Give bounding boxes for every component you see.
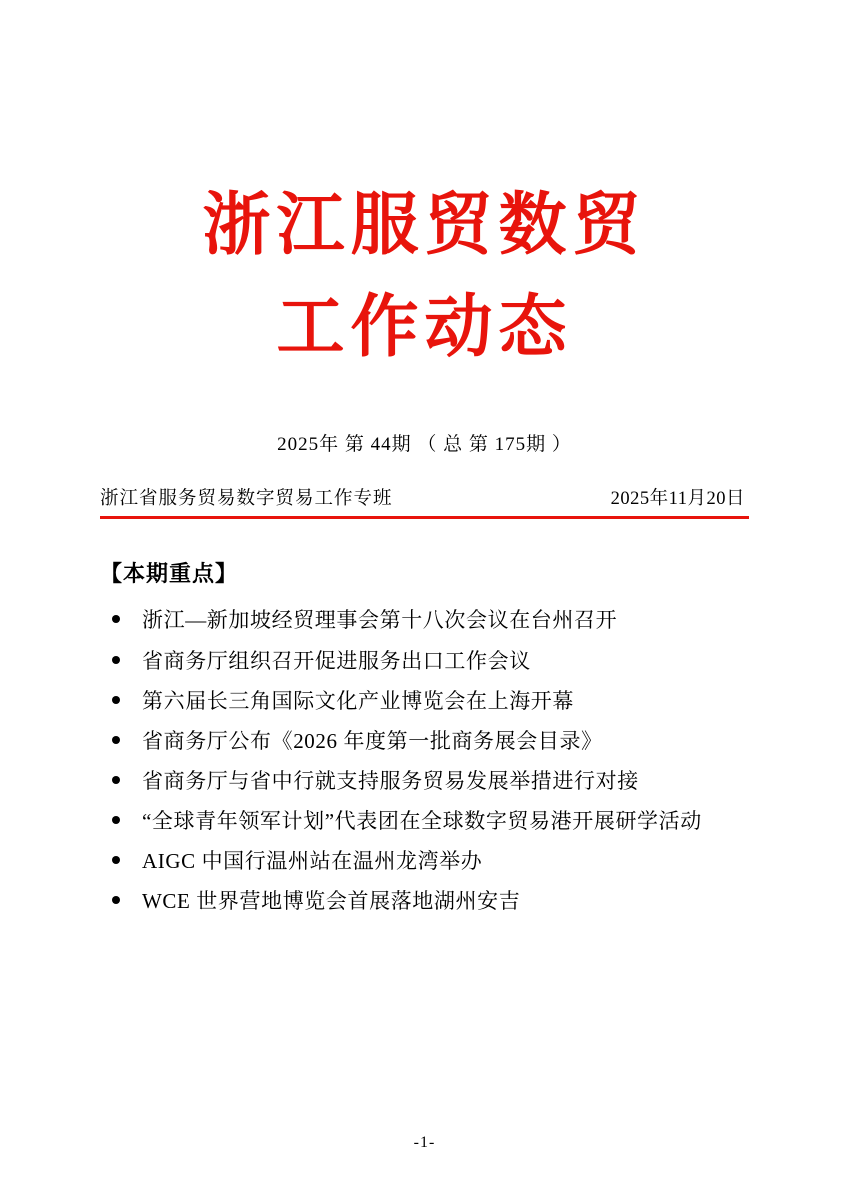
- publication-date: 2025年11月20日: [610, 489, 745, 510]
- list-item-text: WCE 世界营地博览会首展落地湖州安吉: [142, 889, 521, 914]
- bullet-icon: [112, 776, 120, 784]
- page-number: -1-: [413, 1134, 436, 1151]
- issue-number-line: 2025年 第 44期 （ 总 第 175期 ）: [277, 434, 572, 456]
- list-item: [100, 643, 749, 679]
- list-item: [100, 843, 749, 879]
- header-divider-rule: [100, 516, 749, 519]
- list-item-text: 省商务厅组织召开促进服务出口工作会议: [142, 648, 531, 673]
- list-item: [100, 883, 749, 919]
- bullet-icon: [112, 816, 120, 824]
- bullet-icon: [112, 736, 120, 744]
- masthead-title-line-2: 工作动态: [276, 287, 573, 368]
- list-item: [100, 602, 749, 638]
- bullet-icon: [112, 856, 120, 864]
- list-item-text: “全球青年领军计划”代表团在全球数字贸易港开展研学活动: [142, 809, 702, 834]
- list-item: [100, 723, 749, 759]
- list-item-text: 第六届长三角国际文化产业博览会在上海开幕: [142, 688, 574, 713]
- bullet-icon: [112, 615, 120, 623]
- list-item: [100, 803, 749, 839]
- section-title-highlights: 【本期重点】: [100, 561, 239, 588]
- list-item: [100, 683, 749, 719]
- list-item-text: 省商务厅与省中行就支持服务贸易发展举措进行对接: [142, 768, 639, 793]
- document-meta-row: [100, 484, 749, 510]
- bullet-icon: [112, 896, 120, 904]
- masthead-title-line-1: 浙江服贸数贸: [202, 185, 647, 265]
- list-item-text: AIGC 中国行温州站在温州龙湾举办: [142, 849, 483, 874]
- list-item: [100, 763, 749, 799]
- bullet-icon: [112, 696, 120, 704]
- bullet-icon: [112, 656, 120, 664]
- issuing-organization: 浙江省服务贸易数字贸易工作专班: [100, 489, 393, 510]
- list-item-text: 浙江—新加坡经贸理事会第十八次会议在台州召开: [142, 608, 618, 633]
- list-item-text: 省商务厅公布《2026 年度第一批商务展会目录》: [142, 728, 603, 753]
- masthead: [100, 0, 749, 367]
- highlights-list: [100, 602, 749, 919]
